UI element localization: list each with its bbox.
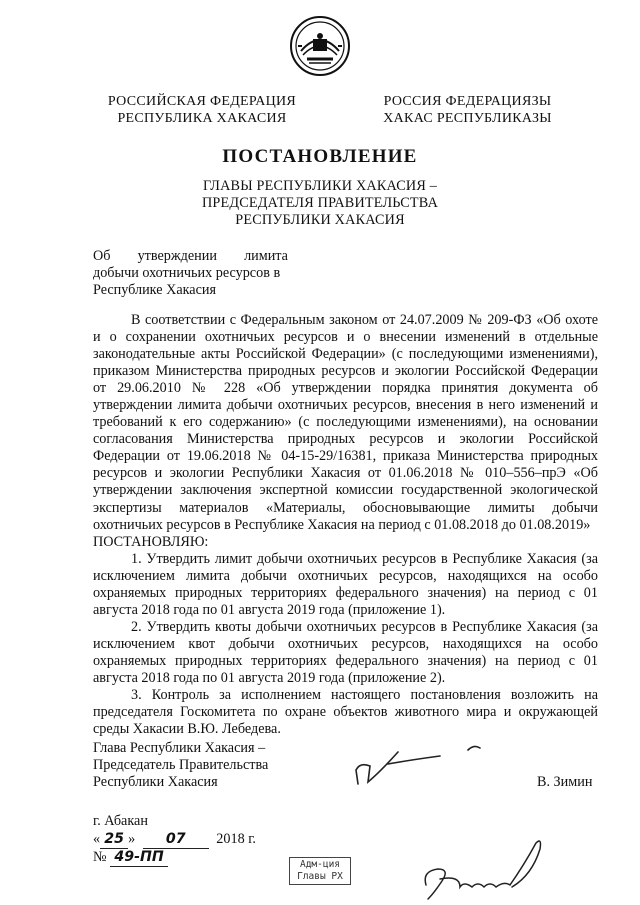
document-body [93, 312, 598, 738]
item-2-paragraph: 2. Утвердить квоты добычи охотничьих ресурсов в Республике Хакасия (за исключением квот добычи охотничьих ресурсов, находящихся на особо охраняемых природных территориях федерального значения) на период с 01 августа 2018 года по 01 августа 2019 года (приложение 2). [93, 618, 598, 686]
header-right-line2: ХАКАС РЕСПУБЛИКАЗЫ [383, 111, 552, 126]
city-line: г. Абакан [93, 813, 148, 829]
date-line [93, 830, 256, 849]
item-1-paragraph: 1. Утвердить лимит добычи охотничьих ресурсов в Республике Хакасия (за исключением лимита добычи охотничьих ресурсов, находящихся на особо охраняемых природных территориях федерального значения) на период с 01 августа 2018 года по 01 августа 2019 года (приложение 1). [93, 550, 598, 618]
signer-line2: Председатель Правительства [93, 757, 269, 773]
header-right-line1: РОССИЯ ФЕДЕРАЦИЯЗЫ [383, 94, 552, 109]
document-title: ПОСТАНОВЛЕНИЕ [222, 146, 418, 167]
document-subtitle [90, 178, 550, 229]
signer-name: В. Зимин [537, 774, 593, 790]
quote-close: » [128, 831, 136, 847]
subject-line2: добычи охотничьих ресурсов в [93, 265, 281, 281]
resolve-heading: ПОСТАНОВЛЯЮ: [93, 533, 209, 550]
date-month: 07 [143, 830, 209, 849]
header-left [92, 93, 312, 127]
resolution-subject [93, 248, 288, 299]
preamble-paragraph: В соответствии с Федеральным законом от 24.07.2009 № 209-ФЗ «Об охоте и о сохранении охотничьих ресурсов и о внесении изменений в отдельные законодательные акты Российской Федерации» (с последующими изменениями), приказом Министерства природных ресурсов и экологии Российской Федерации от 29.06.2010 № 228 «Об утверждении порядка принятия документа об утверждении лимита добычи охотничьих ресурсов, внесения в него изменений и требований к его содержанию» (с последующими изменениями), на основании согласования Министерства природных ресурсов и экологии Российской Федерации от 19.06.2018 № 04-15-29/16381, приказа Министерства природных ресурсов и экологии Республики Хакасия от 01.06.2018 № 010–556–прЭ «Об утверждении заключения экспертной комиссии государственной экологической экспертизы материалов «Материалы, обосновывающие лимиты добычи охотничьих ресурсов в Республике Хакасия на период с 01.08.2018 до 01.08.2019» [93, 312, 598, 533]
registration-stamp [289, 857, 351, 885]
signer-title [93, 740, 313, 791]
stamp-line2: Главы РХ [297, 871, 343, 882]
item-3-paragraph: 3. Контроль за исполнением настоящего постановления возложить на председателя Госкомитета по охране объектов животного мира и окружающей среды Хакасии В.Ю. Лебедева. [93, 687, 598, 738]
header-left-line1: РОССИЙСКАЯ ФЕДЕРАЦИЯ [107, 94, 297, 109]
header-left-line2: РЕСПУБЛИКА ХАКАСИЯ [117, 111, 287, 126]
date-year: 2018 г. [216, 831, 256, 847]
subject-word1: Об [93, 248, 111, 264]
document-number-line [93, 848, 168, 867]
subtitle-line2: ПРЕДСЕДАТЕЛЯ ПРАВИТЕЛЬСТВА [201, 195, 439, 211]
coat-of-arms-emblem [289, 15, 351, 77]
subtitle-line1: ГЛАВЫ РЕСПУБЛИКИ ХАКАСИЯ – [202, 178, 438, 194]
subject-line3: Республике Хакасия [93, 282, 217, 298]
subtitle-line3: РЕСПУБЛИКИ ХАКАСИЯ [235, 212, 405, 228]
number-prefix: № [93, 849, 107, 865]
header-right [380, 93, 555, 127]
stamp-line1: Адм-ция [299, 859, 341, 870]
handwritten-initials [420, 835, 550, 903]
signer-line1: Глава Республики Хакасия – [93, 740, 266, 756]
subject-word2: утверждении [137, 248, 217, 264]
date-day: 25 [100, 830, 128, 849]
handwritten-signature [350, 742, 490, 792]
signer-line3: Республики Хакасия [93, 774, 218, 790]
document-number: 49-ПП [110, 848, 168, 867]
subject-word3: лимита [244, 248, 288, 264]
quote-open: « [93, 831, 101, 847]
